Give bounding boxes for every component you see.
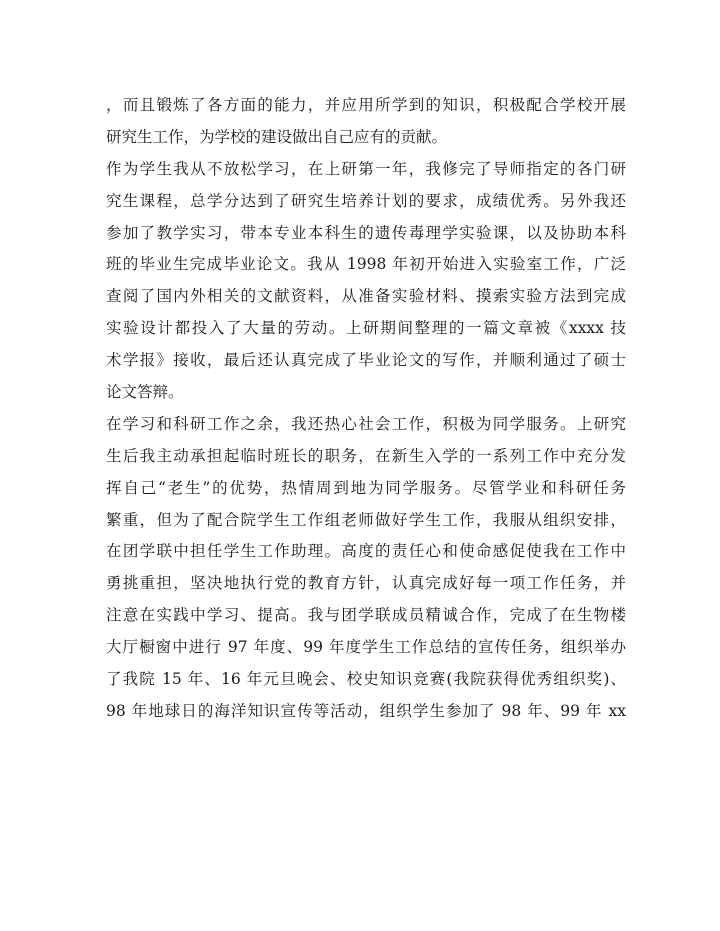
text-line: 作为学生我从不放松学习，在上研第一年，我修完了导师指定的各门研 xyxy=(106,159,626,178)
text-line: 大厅橱窗中进行 97 年度、99 年度学生工作总结的宣传任务，组织举办 xyxy=(106,638,626,657)
text-line: ，而且锻炼了各方面的能力，并应用所学到的知识，积极配合学校开展 xyxy=(106,96,626,114)
text-line: 了我院 15 年、16 年元旦晚会、校史知识竞赛(我院获得优秀组织奖)、 xyxy=(106,670,626,689)
text-line: 查阅了国内外相关的文献资料，从准备实验材料、摸索实验方法到完成 xyxy=(106,287,626,306)
text-line: 挥自己“老生”的优势，热情周到地为同学服务。尽管学业和科研任务 xyxy=(106,478,626,497)
text-line: 注意在实践中学习、提高。我与团学联成员精诚合作，完成了在生物楼 xyxy=(106,606,626,625)
text-line: 班的毕业生完成毕业论文。我从 1998 年初开始进入实验室工作，广泛 xyxy=(106,255,626,274)
text-line: 术学报》接收，最后还认真完成了毕业论文的写作，并顺利通过了硕士 xyxy=(106,351,626,370)
text-line: 研究生工作，为学校的建设做出自己应有的贡献。 xyxy=(106,127,448,146)
text-line: 繁重，但为了配合院学生工作组老师做好学生工作，我服从组织安排， xyxy=(106,510,626,529)
text-line: 参加了教学实习，带本专业本科生的遗传毒理学实验课，以及协助本科 xyxy=(106,223,626,242)
text-line: 在学习和科研工作之余，我还热心社会工作，积极为同学服务。上研究 xyxy=(106,414,626,433)
text-line: 实验设计都投入了大量的劳动。上研期间整理的一篇文章被《xxxx 技 xyxy=(106,319,626,338)
text-line: 98 年地球日的海洋知识宣传等活动，组织学生参加了 98 年、99 年 xx xyxy=(106,701,626,720)
text-line: 勇挑重担，坚决地执行党的教育方针，认真完成好每一项工作任务，并 xyxy=(106,574,626,593)
body-text xyxy=(106,90,626,728)
text-line: 生后我主动承担起临时班长的职务，在新生入学的一系列工作中充分发 xyxy=(106,446,626,465)
text-line: 在团学联中担任学生工作助理。高度的责任心和使命感促使我在工作中 xyxy=(106,542,626,561)
text-line: 论文答辩。 xyxy=(106,383,184,402)
text-line: 究生课程，总学分达到了研究生培养计划的要求，成绩优秀。另外我还 xyxy=(106,191,626,210)
